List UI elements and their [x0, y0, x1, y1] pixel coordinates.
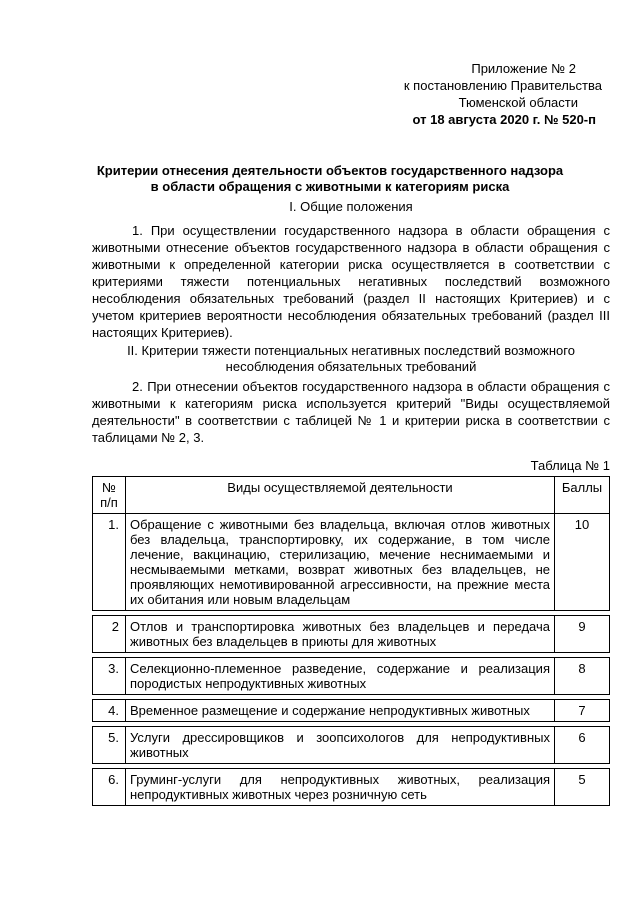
row-activity: Временное размещение и содержание непродуктивных животных [126, 700, 555, 722]
table-header-row [93, 477, 610, 514]
row-activity: Отлов и транспортировка животных без владельцев и передача животных без владельцев в приюты для животных [126, 616, 555, 653]
appendix-resolution: к постановлению Правительства [403, 78, 602, 93]
appendix-region: Тюменской области [458, 95, 578, 110]
header-points: Баллы [555, 477, 610, 514]
row-activity: Груминг-услуги для непродуктивных животных, реализация непродуктивных животных через розничную сеть [126, 769, 555, 806]
row-points: 7 [555, 700, 610, 722]
table-row [93, 616, 610, 653]
section-2-heading-line-1: II. Критерии тяжести потенциальных негативных последствий возможного [127, 343, 575, 358]
row-activity: Обращение с животными без владельца, включая отлов животных без владельца, транспортировку, их содержание, в том числе лечение, вакцинацию, стерилизацию, мечение неснимаемыми и несмываемыми метками, возврат животных без владельцев, не проявляющих немотивированной агрессивности, на прежние места их обитания или новым владельцам [126, 514, 555, 611]
activity-table [92, 476, 610, 806]
row-points: 8 [555, 658, 610, 695]
row-points: 9 [555, 616, 610, 653]
row-activity: Селекционно-племенное разведение, содержание и реализация породистых непродуктивных животных [126, 658, 555, 695]
row-activity: Услуги дрессировщиков и зоопсихологов для непродуктивных животных [126, 727, 555, 764]
header-activity: Виды осуществляемой деятельности [126, 477, 555, 514]
row-number: 3. [93, 658, 126, 695]
section-2-heading-line-2: несоблюдения обязательных требований [225, 359, 477, 374]
table-row [93, 700, 610, 722]
row-number: 5. [93, 727, 126, 764]
title-line-1: Критерии отнесения деятельности объектов государственного надзора [96, 163, 564, 178]
appendix-number: Приложение № 2 [471, 61, 576, 76]
paragraph-1 [92, 222, 610, 341]
table-caption: Таблица № 1 [530, 458, 610, 473]
paragraph-1-text: 1. При осуществлении государственного надзора в области обращения с животными отнесение объектов государственного надзора в области обращения с животными к определенной категории риска осуществляется в соответствии с критериями тяжести потенциальных негативных последствий возможного несоблюдения обязательных требований (раздел II настоящих Критериев) и с учетом критериев вероятности несоблюдения обязательных требований (раздел III настоящих Критериев). [92, 223, 610, 340]
section-2-heading [92, 343, 610, 375]
table-body [93, 514, 610, 806]
row-points: 10 [555, 514, 610, 611]
appendix-date: от 18 августа 2020 г. № 520-п [412, 112, 596, 127]
paragraph-2-text: 2. При отнесении объектов государственного надзора в области обращения с животными к категориям риска используется критерий "Виды осуществляемой деятельности" в соответствии с таблицей № 1 и критерии риска в соответствии с таблицами № 2, 3. [92, 379, 610, 445]
row-number: 1. [93, 514, 126, 611]
header-num: № п/п [93, 477, 126, 514]
document-title [60, 163, 600, 195]
table-row [93, 658, 610, 695]
row-number: 4. [93, 700, 126, 722]
table-row [93, 769, 610, 806]
row-number: 6. [93, 769, 126, 806]
section-1-heading: I. Общие положения [289, 199, 413, 214]
row-points: 5 [555, 769, 610, 806]
title-line-2: в области обращения с животными к категориям риска [150, 179, 510, 194]
row-points: 6 [555, 727, 610, 764]
appendix-block [342, 60, 602, 128]
paragraph-2 [92, 378, 610, 446]
table-row [93, 727, 610, 764]
table-row [93, 514, 610, 611]
row-number: 2 [93, 616, 126, 653]
